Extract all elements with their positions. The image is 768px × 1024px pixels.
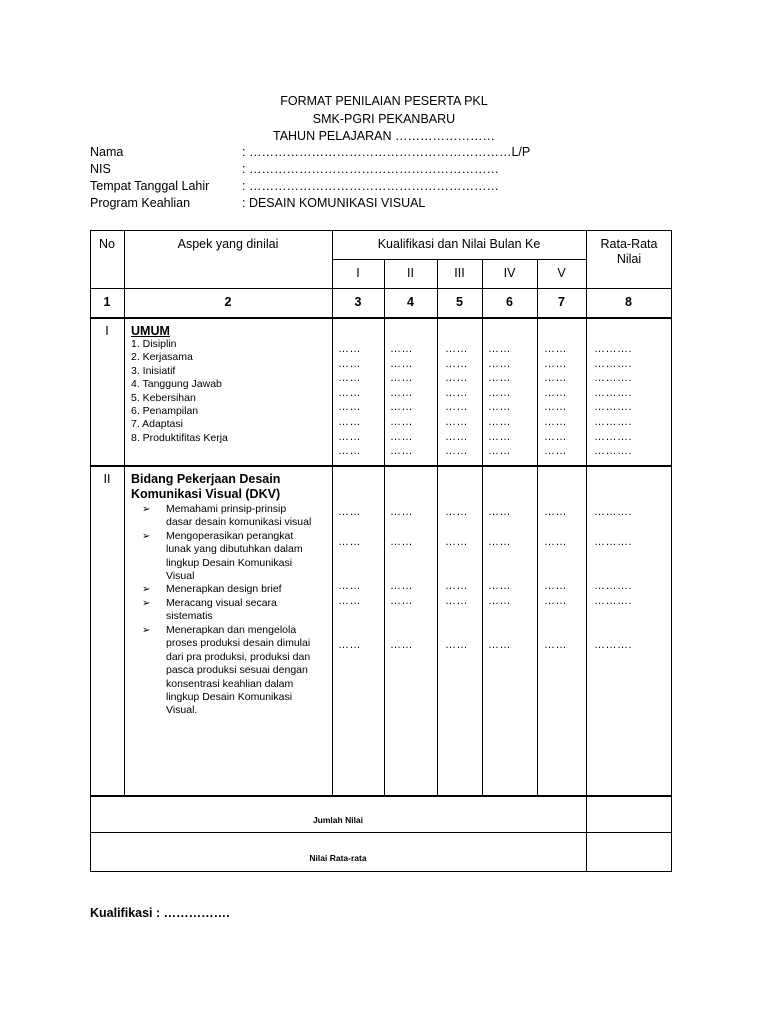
header-month-1: I xyxy=(356,266,360,280)
dot-placeholder: …… xyxy=(445,595,468,607)
arrow-bullet-icon: ➢ xyxy=(142,598,151,609)
dot-placeholder: …… xyxy=(488,536,511,548)
dot-placeholder: …… xyxy=(338,639,361,651)
dot-placeholder: …… xyxy=(544,595,567,607)
dot-placeholder: …… xyxy=(544,506,567,518)
dot-placeholder: …… xyxy=(445,536,468,548)
dot-placeholder: …… xyxy=(544,386,567,399)
dot-placeholder: ………. xyxy=(594,536,633,548)
bullet-text-line: Visual. xyxy=(166,704,198,717)
dot-placeholder: …… xyxy=(544,536,567,548)
table-row-line xyxy=(90,832,672,833)
table-col-line xyxy=(482,259,483,797)
header-kualifikasi: Kualifikasi dan Nilai Bulan Ke xyxy=(377,237,541,251)
bullet-text-line: proses produksi desain dimulai xyxy=(166,637,311,650)
bullet-text-line: dari pra produksi, produksi dan xyxy=(166,650,311,663)
dot-placeholder: ………. xyxy=(594,401,633,414)
dot-placeholder: ………. xyxy=(594,357,633,370)
table-row-line xyxy=(90,795,672,797)
dot-placeholder: …… xyxy=(338,595,361,607)
dot-placeholder: …… xyxy=(338,415,361,428)
dot-placeholder: ………. xyxy=(594,445,633,458)
col-number: 6 xyxy=(506,295,513,309)
dot-placeholder: ………. xyxy=(594,639,633,651)
section2-title-line: Bidang Pekerjaan Desain xyxy=(131,472,281,486)
dot-placeholder: …… xyxy=(338,372,361,385)
list-item: 7. Adaptasi xyxy=(131,418,183,431)
list-item: 1. Disiplin xyxy=(131,338,177,350)
arrow-bullet-icon: ➢ xyxy=(142,504,151,515)
table-col-line xyxy=(384,259,385,797)
dot-placeholder: …… xyxy=(544,580,567,592)
table-col-line xyxy=(586,230,587,872)
dot-placeholder: …… xyxy=(338,357,361,370)
table-col-line xyxy=(437,259,438,797)
table-row-line xyxy=(332,259,587,260)
dot-placeholder: …… xyxy=(338,386,361,399)
bullet-text-line: Meracang visual secara xyxy=(166,597,277,609)
dot-placeholder: …… xyxy=(544,343,567,355)
dot-placeholder: …… xyxy=(338,430,361,443)
dot-placeholder: …… xyxy=(445,639,468,651)
dot-placeholder: ………. xyxy=(594,386,633,399)
dot-placeholder: …… xyxy=(544,357,567,370)
table-col-line xyxy=(124,230,125,797)
dot-placeholder: …… xyxy=(445,430,468,443)
dot-column xyxy=(445,342,468,459)
dot-placeholder: …… xyxy=(390,445,413,458)
dot-placeholder: …… xyxy=(544,639,567,651)
section1-items xyxy=(131,338,228,445)
col-number: 2 xyxy=(224,295,232,309)
header-month-3: III xyxy=(454,266,465,280)
col-number: 8 xyxy=(625,295,632,309)
dot-placeholder: …… xyxy=(390,386,413,399)
header-month-4: IV xyxy=(503,266,516,280)
dot-column xyxy=(544,342,567,459)
school-name: SMK-PGRI PEKANBARU xyxy=(312,112,456,126)
dot-placeholder: ………. xyxy=(594,595,633,607)
header-month-5: V xyxy=(557,266,566,280)
info-value: : DESAIN KOMUNIKASI VISUAL xyxy=(242,196,426,210)
bullet-text xyxy=(166,624,310,718)
bullet-text-line: Visual xyxy=(166,570,195,583)
dot-column xyxy=(594,342,632,459)
dot-placeholder: …… xyxy=(544,415,567,428)
table-col-line xyxy=(332,230,333,797)
col-number: 7 xyxy=(558,295,565,309)
info-label: Program Keahlian xyxy=(90,196,191,210)
bullet-text-line: lingkup Desain Komunikasi xyxy=(166,556,293,569)
col-number: 3 xyxy=(354,295,362,309)
dot-placeholder: …… xyxy=(488,372,511,385)
dot-placeholder: …… xyxy=(390,595,413,607)
section2-no: II xyxy=(103,472,111,486)
dot-placeholder: …… xyxy=(338,536,361,548)
dot-placeholder: …… xyxy=(390,357,413,370)
bullet-text-line: sistematis xyxy=(166,610,213,623)
dot-placeholder: …… xyxy=(390,401,413,414)
dot-placeholder: …… xyxy=(445,506,468,518)
nilai-rata-rata-label: Nilai Rata-rata xyxy=(309,853,367,863)
dot-placeholder: …… xyxy=(488,506,511,518)
info-value: : ………………………………………………………L/P xyxy=(242,145,531,159)
bullet-text xyxy=(166,530,303,584)
bullet-text-line: lunak yang dibutuhkan dalam xyxy=(166,543,303,556)
bullet-text-line: Mengoperasikan perangkat xyxy=(166,530,294,542)
bullet-text xyxy=(166,597,277,624)
col-number: 1 xyxy=(103,295,111,309)
section2-title-line: Komunikasi Visual (DKV) xyxy=(131,487,281,501)
dot-placeholder: …… xyxy=(488,357,511,370)
dot-placeholder: ………. xyxy=(594,415,633,428)
dot-placeholder: ………. xyxy=(594,343,633,355)
dot-placeholder: …… xyxy=(488,580,511,592)
dot-column xyxy=(390,342,413,459)
dot-placeholder: …… xyxy=(445,343,468,355)
header-aspek: Aspek yang dinilai xyxy=(177,237,279,251)
dot-placeholder: …… xyxy=(445,445,468,458)
dot-placeholder: …… xyxy=(390,415,413,428)
dot-placeholder: …… xyxy=(488,639,511,651)
table-border-right xyxy=(671,230,672,872)
table-border-top xyxy=(90,230,672,231)
table-border-bottom xyxy=(90,871,672,872)
list-item: 4. Tanggung Jawab xyxy=(131,378,222,391)
table-row-line xyxy=(90,317,672,319)
dot-placeholder: …… xyxy=(488,415,511,428)
info-label: Nama xyxy=(90,145,124,159)
dot-placeholder: …… xyxy=(390,506,413,518)
header-no: No xyxy=(99,237,115,251)
dot-placeholder: …… xyxy=(338,401,361,414)
dot-column xyxy=(338,342,361,459)
dot-placeholder: …… xyxy=(488,401,511,414)
dot-placeholder: ………. xyxy=(594,580,633,592)
col-number: 4 xyxy=(407,295,414,309)
bullet-text-line: pasca produksi sesuai dengan xyxy=(166,664,308,677)
info-label: Tempat Tanggal Lahir xyxy=(90,179,210,193)
section1-no: I xyxy=(105,324,109,338)
list-item: 2. Kerjasama xyxy=(131,351,193,364)
header-rata-rata: Rata-Rata Nilai xyxy=(600,237,658,266)
dot-placeholder: …… xyxy=(390,580,413,592)
arrow-bullet-icon: ➢ xyxy=(142,625,151,636)
bullet-text-line: lingkup Desain Komunikasi xyxy=(166,691,293,704)
bullet-text-line: Menerapkan dan mengelola xyxy=(166,624,297,636)
bullet-text-line: Menerapkan design brief xyxy=(166,583,282,595)
dot-placeholder: …… xyxy=(488,430,511,443)
dot-placeholder: …… xyxy=(488,343,511,355)
dot-placeholder: …… xyxy=(338,506,361,518)
arrow-bullet-icon: ➢ xyxy=(142,584,151,595)
dot-placeholder: …… xyxy=(390,430,413,443)
table-row-line xyxy=(90,288,672,289)
academic-year: TAHUN PELAJARAN …………………… xyxy=(272,129,495,143)
dot-placeholder: …… xyxy=(338,343,361,355)
dot-placeholder: …… xyxy=(338,445,361,458)
bullet-text-line: dasar desain komunikasi visual xyxy=(166,516,312,529)
dot-column xyxy=(488,342,511,459)
dot-placeholder: …… xyxy=(445,401,468,414)
dot-placeholder: ………. xyxy=(594,372,633,385)
bullet-text xyxy=(166,503,311,530)
dot-placeholder: …… xyxy=(544,445,567,458)
dot-placeholder: …… xyxy=(544,372,567,385)
section2-title xyxy=(131,472,280,502)
dot-placeholder: …… xyxy=(445,580,468,592)
kualifikasi-line: Kualifikasi : ……………. xyxy=(90,906,230,920)
dot-placeholder: ………. xyxy=(594,506,633,518)
section1-title: UMUM xyxy=(131,324,170,338)
dot-placeholder: …… xyxy=(390,343,413,355)
list-item: 6. Penampilan xyxy=(131,405,199,418)
bullet-text xyxy=(166,583,282,596)
dot-placeholder: …… xyxy=(544,430,567,443)
dot-placeholder: …… xyxy=(390,536,413,548)
dot-placeholder: …… xyxy=(445,357,468,370)
dot-placeholder: …… xyxy=(544,401,567,414)
header-month-2: II xyxy=(407,266,414,280)
list-item: 5. Kebersihan xyxy=(131,391,196,404)
dot-placeholder: …… xyxy=(488,595,511,607)
dot-placeholder: …… xyxy=(338,580,361,592)
arrow-bullet-icon: ➢ xyxy=(142,531,151,542)
col-number: 5 xyxy=(456,295,463,309)
dot-placeholder: …… xyxy=(390,639,413,651)
dot-placeholder: ………. xyxy=(594,430,633,443)
dot-placeholder: …… xyxy=(445,415,468,428)
dot-placeholder: …… xyxy=(445,372,468,385)
dot-placeholder: …… xyxy=(445,386,468,399)
bullet-text-line: Memahami prinsip-prinsip xyxy=(166,503,287,515)
table-col-line xyxy=(537,259,538,797)
info-value: : …………………………………………………… xyxy=(242,179,499,193)
jumlah-nilai-label: Jumlah Nilai xyxy=(312,815,364,825)
dot-placeholder: …… xyxy=(488,386,511,399)
form-title: FORMAT PENILAIAN PESERTA PKL xyxy=(280,94,488,108)
info-value: : …………………………………………………… xyxy=(242,162,499,176)
info-label: NIS xyxy=(90,162,111,176)
list-item: 8. Produktifitas Kerja xyxy=(131,431,228,444)
table-row-line xyxy=(90,465,672,467)
dot-placeholder: …… xyxy=(390,372,413,385)
list-item: 3. Inisiatif xyxy=(131,364,176,377)
dot-placeholder: …… xyxy=(488,445,511,458)
bullet-text-line: konsentrasi keahlian dalam xyxy=(166,677,294,690)
